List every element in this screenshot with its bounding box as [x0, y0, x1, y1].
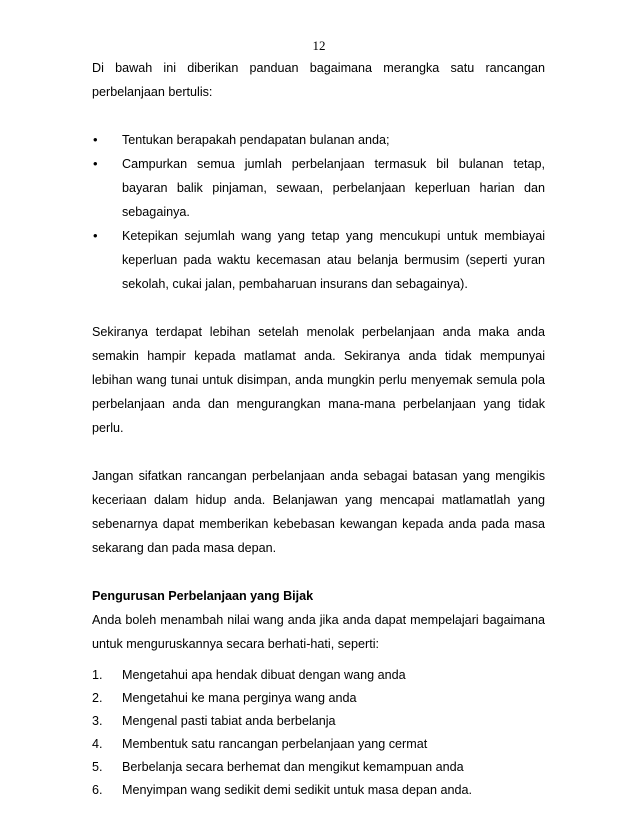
item-number: 3.: [92, 714, 103, 728]
numbered-item: [92, 710, 545, 733]
item-text: Menyimpan wang sedikit demi sedikit untuk masa depan anda.: [122, 783, 473, 797]
intro-paragraph: Di bawah ini diberikan panduan bagaimana merangka satu rancangan perbelanjaan bertulis:: [92, 61, 545, 99]
bullet-item: [92, 128, 545, 152]
bullet-icon: •: [93, 156, 98, 171]
page-number: 12: [312, 38, 326, 53]
numbered-item: [92, 687, 545, 710]
item-text: Mengetahui ke mana perginya wang anda: [122, 691, 357, 705]
bullet-item: [92, 224, 545, 296]
bullet-item: [92, 152, 545, 224]
bullet-icon: •: [93, 228, 98, 243]
item-number: 5.: [92, 760, 103, 774]
surplus-paragraph: Sekiranya terdapat lebihan setelah menolak perbelanjaan anda maka anda semakin hampir kepada matlamat anda. Sekiranya anda tidak mempunyai lebihan wang tunai untuk disimpan, anda mungkin perlu menyemak semula pola perbelanjaan anda dan mengurangkan mana-mana perbelanjaan yang tidak perlu.: [92, 325, 545, 435]
numbered-item: [92, 664, 545, 687]
bullet-text: Tentukan berapakah pendapatan bulanan anda;: [122, 133, 390, 147]
numbered-item: [92, 733, 545, 756]
item-number: 2.: [92, 691, 103, 705]
bullet-text: Ketepikan sejumlah wang yang tetap yang mencukupi untuk membiayai keperluan pada waktu kecemasan atau belanja bermusim (seperti yuran sekolah, cukai jalan, pembaharuan insurans dan sebagainya).: [122, 229, 545, 291]
section-intro-paragraph: Anda boleh menambah nilai wang anda jika anda dapat mempelajari bagaimana untuk menguruskannya secara berhati-hati, seperti:: [92, 613, 545, 651]
section-heading: Pengurusan Perbelanjaan yang Bijak: [92, 589, 314, 603]
bullet-text: Campurkan semua jumlah perbelanjaan termasuk bil bulanan tetap, bayaran balik pinjaman, sewaan, perbelanjaan keperluan harian dan sebagainya.: [122, 157, 545, 219]
item-number: 6.: [92, 783, 103, 797]
item-text: Mengetahui apa hendak dibuat dengan wang anda: [122, 668, 406, 682]
guideline-bullet-list: [92, 128, 545, 296]
budget-freedom-paragraph: Jangan sifatkan rancangan perbelanjaan anda sebagai batasan yang mengikis keceriaan dalam hidup anda. Belanjawan yang mencapai matlamatlah yang sebenarnya dapat memberikan kebebasan kewangan kepada anda pada masa sekarang dan pada masa depan.: [92, 469, 545, 555]
item-number: 4.: [92, 737, 103, 751]
numbered-list: [92, 664, 545, 802]
numbered-item: [92, 779, 545, 802]
item-text: Berbelanja secara berhemat dan mengikut kemampuan anda: [122, 760, 464, 774]
numbered-item: [92, 756, 545, 779]
page-content: [92, 56, 545, 802]
item-number: 1.: [92, 668, 103, 682]
bullet-icon: •: [93, 132, 98, 147]
item-text: Mengenal pasti tabiat anda berbelanja: [122, 714, 336, 728]
item-text: Membentuk satu rancangan perbelanjaan yang cermat: [122, 737, 428, 751]
